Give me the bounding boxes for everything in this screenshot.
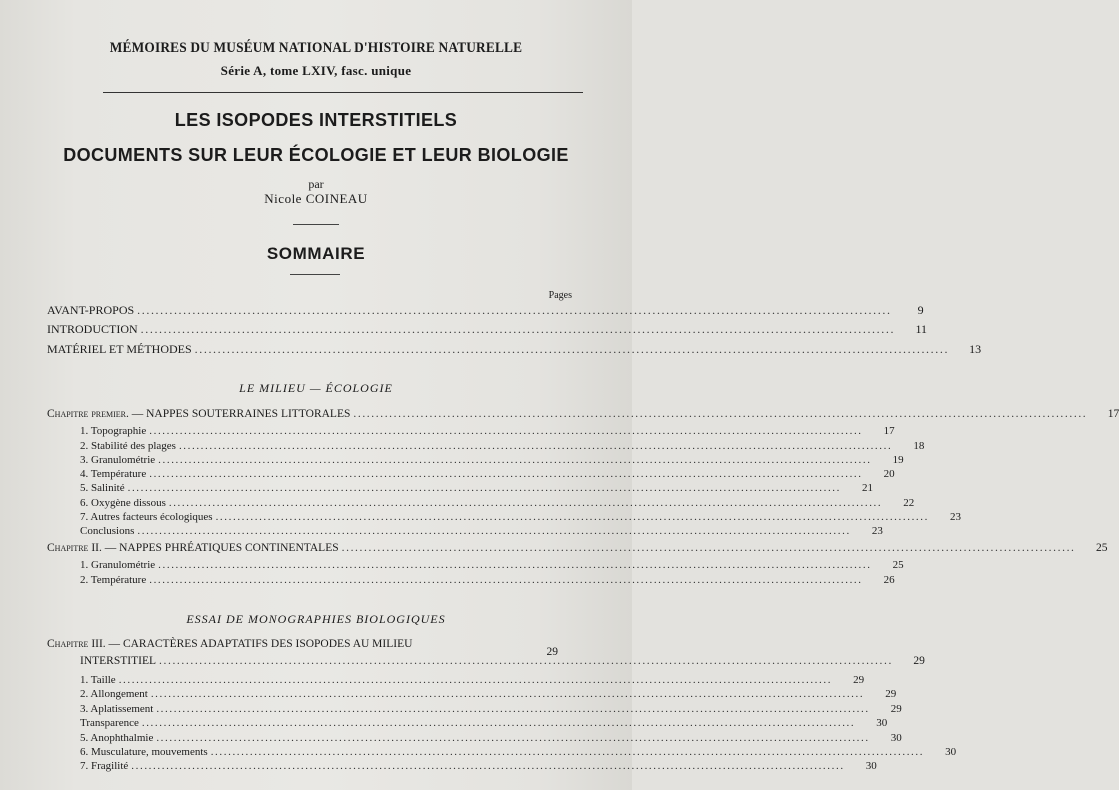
leader-dots: .................................................................................................................................................................... — [149, 574, 863, 586]
toc-entry-label: 3. Aplatissement — [80, 703, 154, 715]
toc-entry-label: 6. Oxygène dissous — [80, 497, 166, 509]
toc-subentry[interactable] — [80, 717, 888, 729]
chapter-title: NAPPES SOUTERRAINES LITTORALES — [146, 408, 351, 420]
toc-entry-page: 29 — [546, 646, 558, 658]
toc-entry-label: 1. Taille — [80, 674, 116, 686]
toc-entry-page: 13 — [969, 342, 982, 356]
title-divider — [293, 224, 339, 225]
leader-dots: .................................................................................................................................................................... — [158, 454, 872, 466]
toc-entry-avant-propos[interactable] — [47, 303, 924, 318]
toc-entry-page: 18 — [913, 440, 925, 452]
toc-entry-page: 30 — [865, 760, 877, 772]
toc-chapter-1[interactable] — [47, 408, 1119, 420]
leader-dots: .................................................................................................................................................................... — [137, 525, 851, 537]
toc-subentry[interactable] — [80, 425, 895, 437]
author-name: Nicole COINEAU — [264, 191, 368, 206]
toc-subentry[interactable] — [80, 574, 895, 586]
toc-subentry[interactable] — [80, 497, 915, 509]
chapter-prefix: Chapitre II. — — [47, 542, 117, 554]
leader-dots: .................................................................................................................................................................... — [168, 497, 883, 509]
header-rule — [103, 92, 583, 93]
toc-entry-label: 2. Allongement — [80, 688, 148, 700]
leader-dots: .................................................................................................................................................................... — [159, 655, 893, 667]
leader-dots: .................................................................................................................................................................... — [156, 703, 870, 715]
toc-chapter-2[interactable] — [47, 542, 1108, 554]
toc-subentry[interactable] — [80, 732, 902, 744]
leader-dots: .................................................................................................................................................................... — [353, 408, 1088, 420]
toc-entry-materiel[interactable] — [47, 342, 982, 357]
leader-dots: .................................................................................................................................................................... — [215, 511, 929, 523]
leader-dots: .................................................................................................................................................................... — [137, 303, 892, 317]
toc-entry-label: 7. Fragilité — [80, 760, 129, 772]
leader-dots: .................................................................................................................................................................... — [140, 322, 896, 336]
toc-entry-page: 23 — [871, 525, 883, 537]
leader-dots: .................................................................................................................................................................... — [158, 559, 872, 571]
publisher-header: MÉMOIRES DU MUSÉUM NATIONAL D'HISTOIRE NATURELLE — [109, 40, 523, 56]
toc-subentry[interactable] — [80, 511, 961, 523]
toc-chapter-3-heading[interactable] — [47, 638, 412, 650]
leader-dots: .................................................................................................................................................................... — [131, 760, 845, 772]
toc-entry-label: AVANT-PROPOS — [47, 303, 135, 317]
toc-entry-page: 17 — [883, 425, 895, 437]
toc-entry-page: 29 — [885, 688, 897, 700]
toc-entry-page: 29 — [853, 674, 865, 686]
toc-entry-page: 11 — [915, 322, 928, 336]
leader-dots: .................................................................................................................................................................... — [149, 468, 863, 480]
toc-entry-label: 1. Topographie — [80, 425, 147, 437]
toc-entry-page: 9 — [917, 303, 924, 317]
toc-entry-label: Transparence — [80, 717, 139, 729]
chapter-title-line2: INTERSTITIEL — [80, 655, 157, 667]
toc-entry-label: 6. Musculature, mouvements — [80, 746, 208, 758]
toc-entry-page: 20 — [883, 468, 895, 480]
leader-dots: .................................................................................................................................................................... — [127, 482, 842, 494]
toc-entry-page: 30 — [876, 717, 888, 729]
toc-entry-page: 23 — [949, 511, 961, 523]
toc-entry-label: Conclusions — [80, 525, 135, 537]
toc-entry-page: 21 — [862, 482, 874, 494]
toc-entry-label: 4. Température — [80, 468, 147, 480]
toc-subentry[interactable] — [80, 674, 865, 686]
toc-entry-label: INTRODUCTION — [47, 322, 138, 336]
leader-dots: .................................................................................................................................................................... — [150, 688, 865, 700]
toc-entry-label: 3. Granulométrie — [80, 454, 156, 466]
toc-entry-page: 25 — [1096, 542, 1108, 554]
toc-entry-label: 2. Stabilité des plages — [80, 440, 176, 452]
toc-entry-label: 5. Anophthalmie — [80, 732, 154, 744]
toc-subentry[interactable] — [80, 454, 904, 466]
title-line-1: LES ISOPODES INTERSTITIELS — [174, 110, 458, 130]
toc-subentry[interactable] — [80, 688, 897, 700]
chapter-prefix: Chapitre premier. — — [47, 408, 144, 420]
leader-dots: .................................................................................................................................................................... — [210, 746, 925, 758]
toc-entry-page: 22 — [903, 497, 915, 509]
leader-dots: .................................................................................................................................................................... — [156, 732, 870, 744]
toc-entry-label: 1. Granulométrie — [80, 559, 156, 571]
title-line-2: DOCUMENTS SUR LEUR ÉCOLOGIE ET LEUR BIOLOGIE — [63, 145, 569, 165]
pages-column-label: Pages — [548, 290, 572, 301]
leader-dots: .................................................................................................................................................................... — [141, 717, 856, 729]
toc-entry-introduction[interactable] — [47, 322, 928, 337]
chapter-prefix: Chapitre III. — — [47, 638, 121, 650]
toc-subentry[interactable] — [80, 440, 925, 452]
toc-entry-label: 5. Salinité — [80, 482, 125, 494]
leader-dots: .................................................................................................................................................................... — [118, 674, 833, 686]
toc-subentry[interactable] — [80, 760, 877, 772]
toc-entry-page: 29 — [890, 703, 902, 715]
toc-subentry[interactable] — [80, 482, 874, 494]
toc-entry-page: 25 — [892, 559, 904, 571]
toc-entry-page: 30 — [890, 732, 902, 744]
summary-heading: SOMMAIRE — [266, 244, 366, 263]
toc-entry-label: MATÉRIEL ET MÉTHODES — [47, 342, 192, 356]
part-title-monographies: ESSAI DE MONOGRAPHIES BIOLOGIQUES — [186, 612, 446, 626]
summary-divider — [290, 274, 340, 275]
toc-subentry[interactable] — [80, 746, 957, 758]
toc-entry-page: 30 — [945, 746, 957, 758]
toc-entry-label: 2. Température — [80, 574, 147, 586]
chapter-title: CARACTÈRES ADAPTATIFS DES ISOPODES AU MILIEU — [122, 638, 413, 650]
chapter-title: NAPPES PHRÉATIQUES CONTINENTALES — [119, 542, 339, 554]
leader-dots: .................................................................................................................................................................... — [341, 542, 1076, 554]
toc-subentry[interactable] — [80, 703, 902, 715]
toc-subentry-conclusions[interactable] — [80, 525, 883, 537]
toc-subentry[interactable] — [80, 559, 904, 571]
toc-entry-page: 17 — [1107, 408, 1119, 420]
toc-entry-label: 7. Autres facteurs écologiques — [80, 511, 213, 523]
by-label: par — [308, 177, 324, 191]
series-line: Série A, tome LXIV, fasc. unique — [220, 63, 412, 78]
toc-chapter-3-continued[interactable] — [80, 655, 925, 667]
toc-subentry[interactable] — [80, 468, 895, 480]
toc-entry-page: 26 — [883, 574, 895, 586]
part-title-milieu: LE MILIEU — ÉCOLOGIE — [239, 381, 393, 395]
toc-entry-page: 19 — [892, 454, 904, 466]
toc-entry-page: 29 — [913, 655, 925, 667]
leader-dots: .................................................................................................................................................................... — [178, 440, 893, 452]
leader-dots: .................................................................................................................................................................... — [194, 342, 950, 356]
leader-dots: .................................................................................................................................................................... — [149, 425, 863, 437]
